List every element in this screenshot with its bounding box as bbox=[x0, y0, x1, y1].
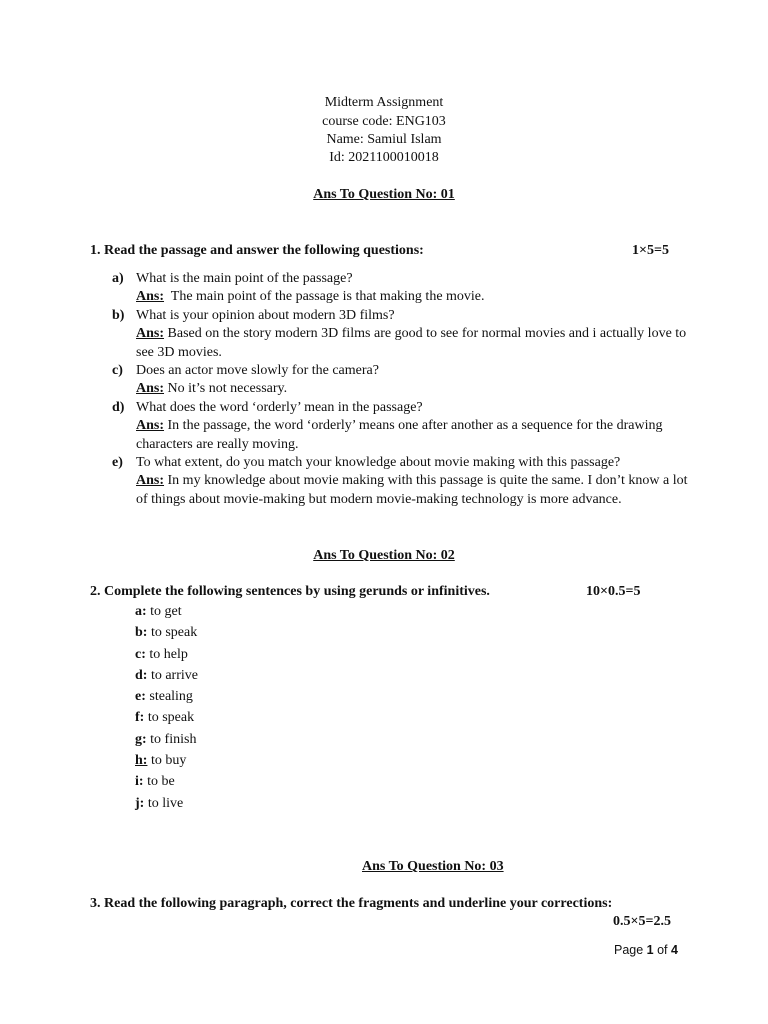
question-text: What does the word ‘orderly’ mean in the passage? bbox=[136, 399, 423, 415]
item-label: a) bbox=[112, 271, 124, 286]
section3-marks: 0.5×5=2.5 bbox=[613, 914, 671, 929]
answer-body: No it’s not necessary. bbox=[164, 381, 288, 397]
list-item bbox=[135, 709, 198, 730]
item-label: d) bbox=[112, 399, 125, 415]
list-item bbox=[135, 688, 198, 709]
item-value: to finish bbox=[146, 731, 197, 747]
section3-question: 3. Read the following paragraph, correct the fragments and underline your corrections: bbox=[90, 896, 613, 911]
answer-key: Ans: bbox=[136, 473, 165, 489]
item-key: c: bbox=[135, 646, 146, 662]
list-item bbox=[135, 773, 198, 794]
item-label: e) bbox=[112, 455, 123, 471]
item-key: d: bbox=[135, 667, 148, 683]
page-prefix: Page bbox=[614, 943, 647, 957]
item-key: b: bbox=[135, 625, 148, 641]
item-value: to get bbox=[146, 604, 182, 619]
item-key: e: bbox=[135, 689, 146, 705]
page-current: 1 bbox=[646, 943, 654, 957]
answer-text bbox=[136, 472, 690, 509]
item-value: stealing bbox=[145, 689, 193, 705]
item-value: to help bbox=[145, 646, 188, 662]
answer-text bbox=[136, 325, 690, 362]
section3-heading: Ans To Question No: 03 bbox=[362, 859, 504, 874]
item-value: to speak bbox=[147, 625, 198, 641]
list-item bbox=[135, 667, 198, 688]
answer-key: Ans: bbox=[136, 418, 165, 434]
answer-text bbox=[136, 380, 690, 398]
item-value: to live bbox=[144, 795, 184, 811]
section1-marks: 1×5=5 bbox=[632, 243, 669, 258]
item-value: to be bbox=[143, 774, 175, 790]
page-total: 4 bbox=[671, 943, 678, 957]
list-item bbox=[90, 454, 690, 509]
list-item bbox=[135, 795, 198, 816]
list-item bbox=[90, 307, 690, 362]
item-label: c) bbox=[112, 363, 123, 379]
answer-key: Ans: bbox=[136, 289, 165, 305]
section2-heading: Ans To Question No: 02 bbox=[313, 548, 455, 563]
item-label: b) bbox=[112, 307, 125, 323]
answer-body: Based on the story modern 3D films are good to see for normal movies and i actually love to see 3D movies. bbox=[136, 326, 690, 360]
answer-text bbox=[136, 288, 690, 306]
answer-text bbox=[136, 417, 690, 454]
list-item bbox=[90, 270, 690, 307]
list-item bbox=[90, 362, 690, 399]
question-text: Does an actor move slowly for the camera? bbox=[136, 363, 379, 379]
question-text: What is the main point of the passage? bbox=[136, 271, 353, 286]
item-value: to buy bbox=[147, 753, 187, 769]
item-key: a: bbox=[135, 604, 147, 619]
answer-body: The main point of the passage is that making the movie. bbox=[164, 289, 485, 305]
course-code: course code: ENG103 bbox=[322, 113, 446, 129]
list-item bbox=[135, 752, 198, 773]
item-key: g: bbox=[135, 731, 147, 747]
page-number bbox=[614, 943, 678, 957]
section2-answers bbox=[135, 603, 198, 816]
list-item bbox=[90, 399, 690, 454]
page-of: of bbox=[653, 943, 671, 957]
list-item bbox=[135, 603, 198, 624]
item-key: i: bbox=[135, 774, 144, 790]
doc-title: Midterm Assignment bbox=[324, 95, 444, 110]
question-text: What is your opinion about modern 3D films? bbox=[136, 307, 395, 323]
item-value: to arrive bbox=[147, 667, 198, 683]
answer-key: Ans: bbox=[136, 381, 165, 397]
section1-answers bbox=[90, 270, 690, 509]
item-key: f: bbox=[135, 710, 145, 726]
item-key: h: bbox=[135, 753, 148, 769]
item-key: j: bbox=[135, 795, 145, 811]
answer-body: In my knowledge about movie making with this passage is quite the same. I don’t know a lot of things about movie-making but modern movie-making technology is more advance. bbox=[136, 473, 692, 507]
section1-heading: Ans To Question No: 01 bbox=[313, 187, 455, 202]
list-item bbox=[135, 624, 198, 645]
list-item bbox=[135, 731, 198, 752]
student-name: Name: Samiul Islam bbox=[326, 132, 442, 147]
section2-question: 2. Complete the following sentences by using gerunds or infinitives. bbox=[90, 584, 490, 599]
answer-key: Ans: bbox=[136, 326, 165, 342]
section1-question: 1. Read the passage and answer the following questions: bbox=[90, 243, 424, 258]
list-item bbox=[135, 646, 198, 667]
question-text: To what extent, do you match your knowledge about movie making with this passage? bbox=[136, 455, 621, 471]
item-value: to speak bbox=[144, 710, 195, 726]
section2-marks: 10×0.5=5 bbox=[586, 584, 641, 599]
answer-body: In the passage, the word ‘orderly’ means one after another as a sequence for the drawing characters are really moving. bbox=[136, 418, 666, 452]
student-id: Id: 2021100010018 bbox=[329, 150, 439, 165]
